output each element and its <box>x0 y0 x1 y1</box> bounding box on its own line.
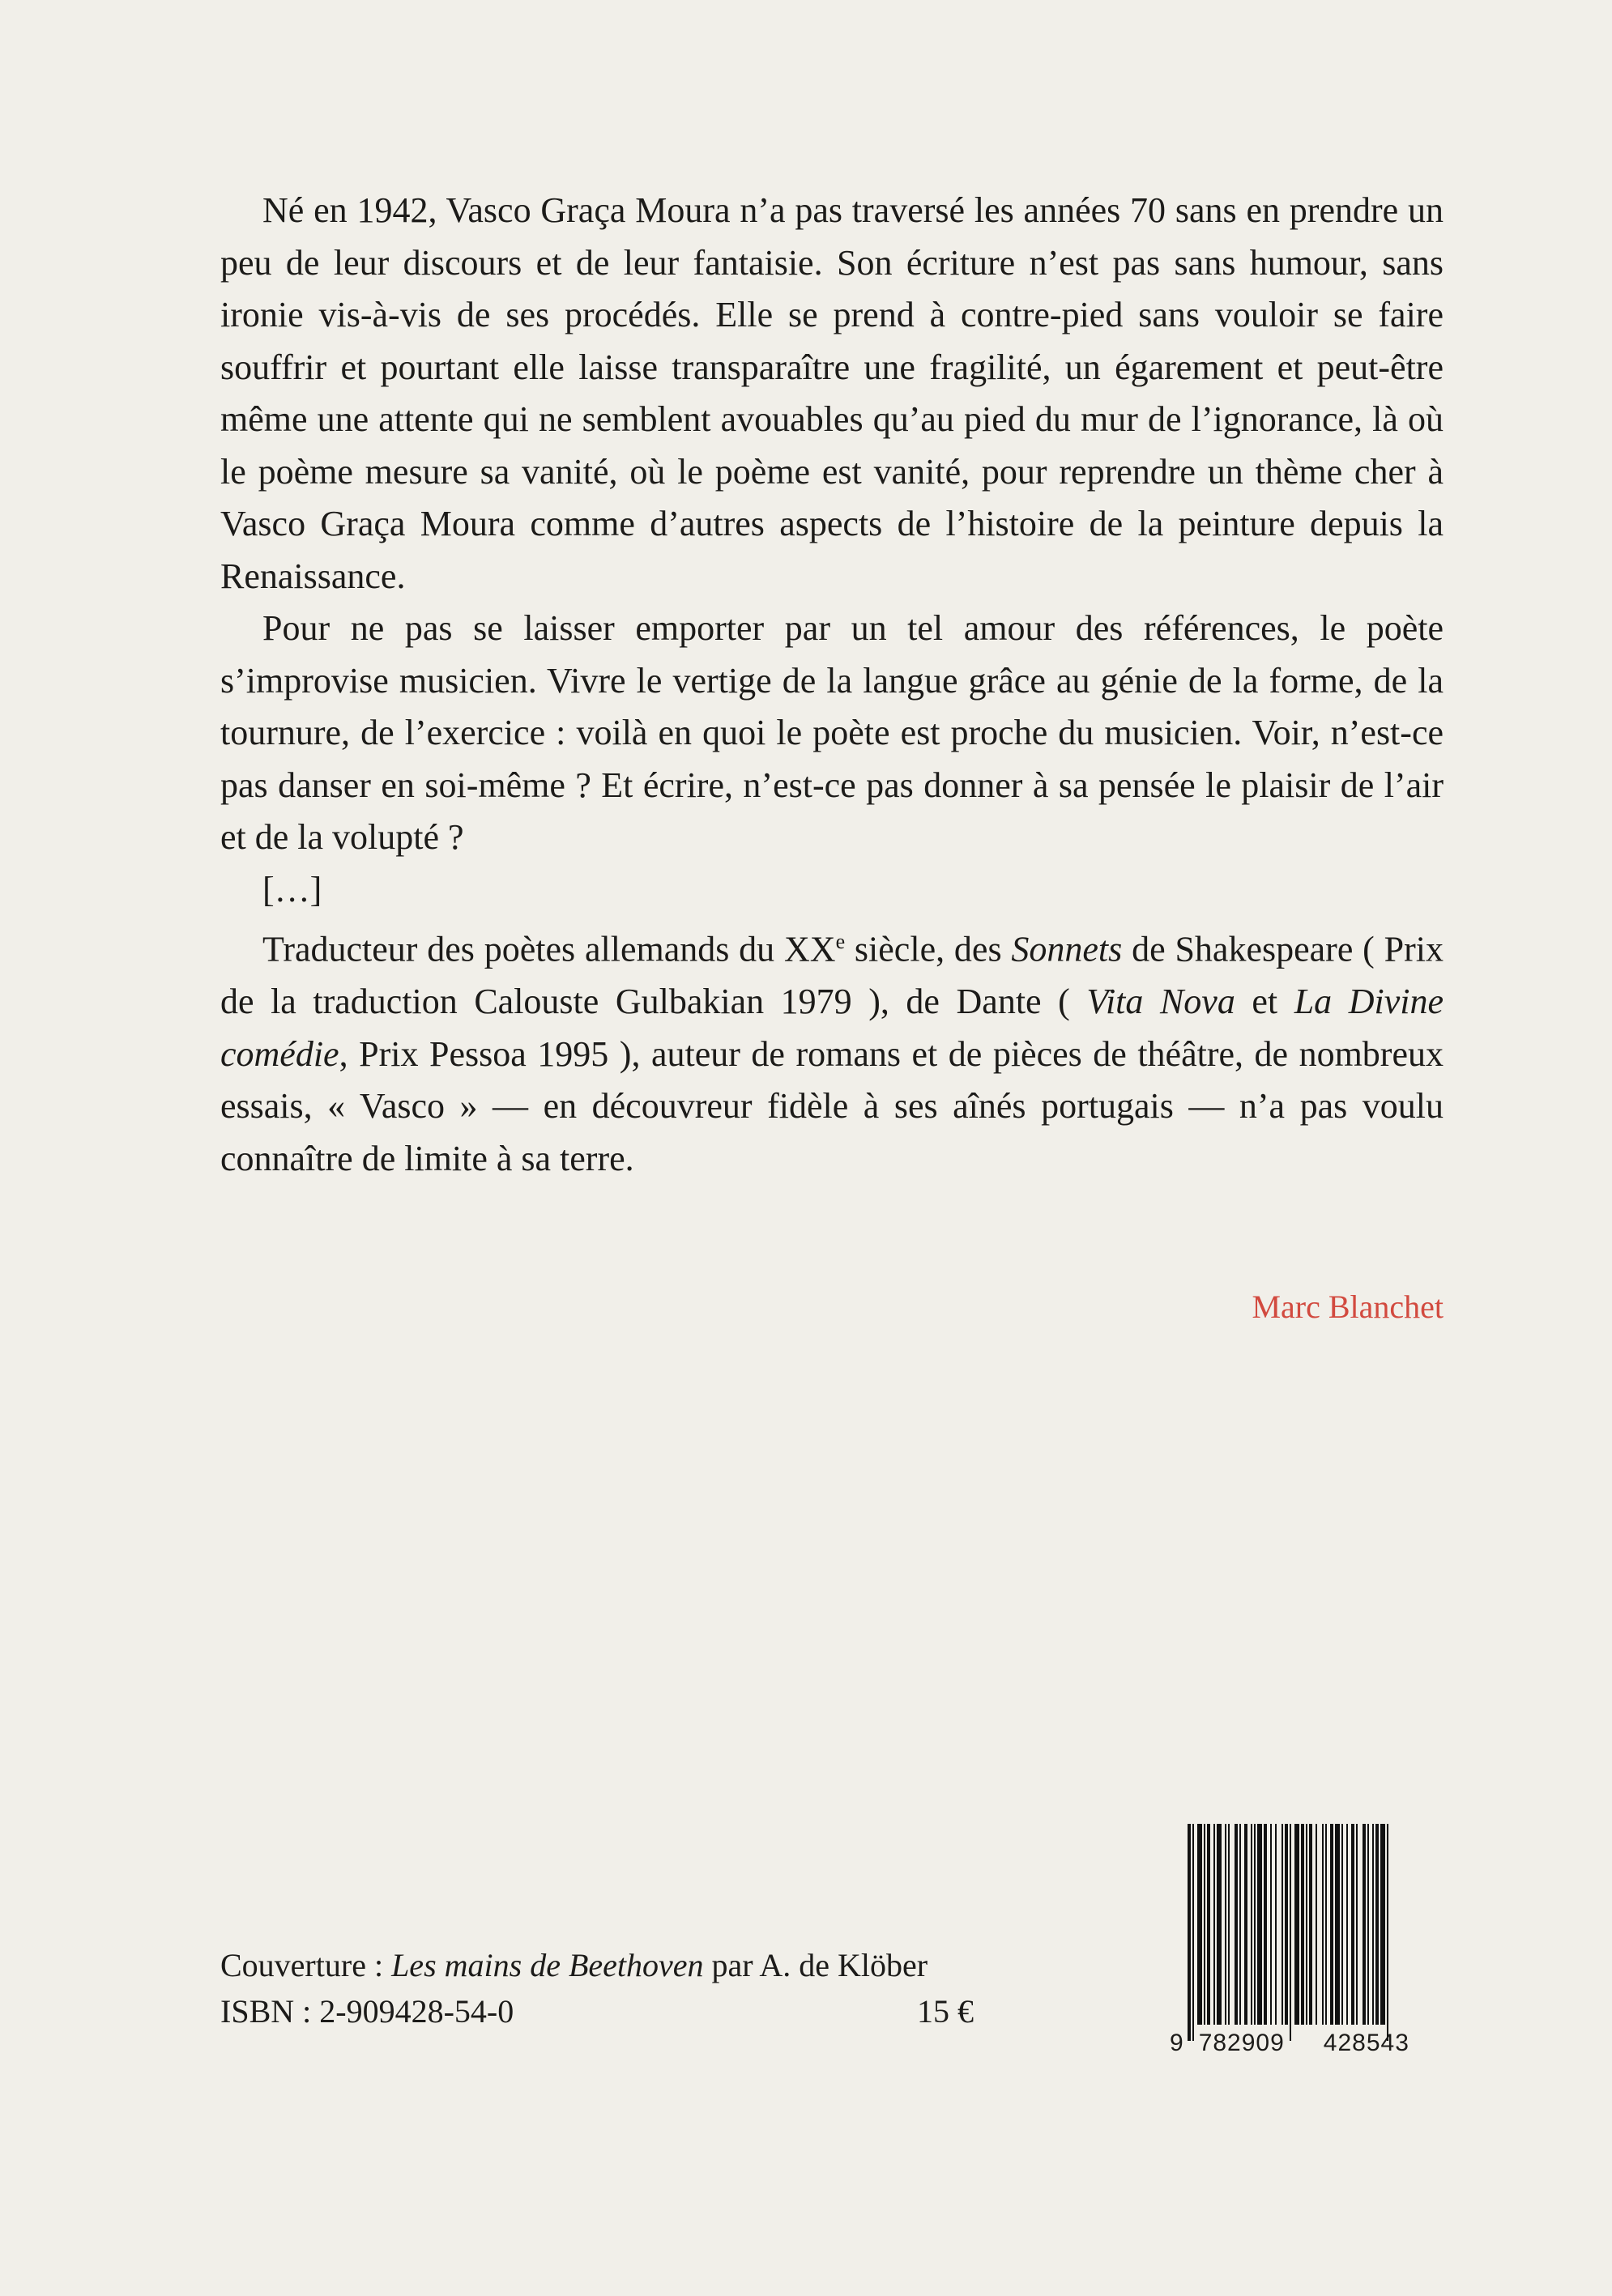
barcode-bar <box>1225 1824 1226 2025</box>
barcode-bar <box>1207 1824 1210 2025</box>
barcode-bar <box>1306 1824 1307 2025</box>
isbn: ISBN : 2-909428-54-0 <box>220 1993 514 2030</box>
cover-credit-suffix: par A. de Klöber <box>703 1947 928 1983</box>
barcode-bar <box>1316 1824 1317 2025</box>
barcode-bar <box>1188 1824 1191 2041</box>
title-sonnets: Sonnets <box>1011 929 1123 969</box>
barcode-bar <box>1235 1824 1238 2025</box>
barcode-bar <box>1380 1824 1385 2025</box>
barcode-bar <box>1325 1824 1327 2025</box>
barcode-bar <box>1356 1824 1358 2025</box>
barcode-bar <box>1264 1824 1267 2025</box>
paragraph-4 <box>220 916 1444 1185</box>
barcode-bar <box>1257 1824 1262 2025</box>
cover-artwork-title: Les mains de Beethoven <box>391 1947 704 1983</box>
barcode-bar <box>1197 1824 1202 2025</box>
century-superscript: e <box>835 930 846 953</box>
barcode-bar <box>1346 1824 1348 2025</box>
barcode-bar <box>1244 1824 1247 2025</box>
barcode-bar <box>1301 1824 1304 2025</box>
barcode-bar <box>1228 1824 1230 2025</box>
paragraph-2: Pour ne pas se laisser emporter par un tel amour des références, le poète s’improvise musicien. Vivre le vertige de la langue grâce au génie de la forme, de la tournure, de l’exercice : voilà en quoi le poète est proche du musicien. Voir, n’est-ce pas danser en soi-même ? Et écrire, n’est-ce pas donner à sa pensée le plaisir de l’air et de la volupté ? <box>220 608 1444 857</box>
cover-credit-prefix: Couverture : <box>220 1947 392 1983</box>
barcode-bar <box>1309 1824 1312 2025</box>
barcode-bar <box>1330 1824 1333 2025</box>
barcode-bar <box>1270 1824 1272 2025</box>
p4-text-a: Traducteur des poètes allemands du XX <box>262 929 836 969</box>
barcode-bar <box>1217 1824 1222 2025</box>
author-signature: Marc Blanchet <box>1252 1289 1444 1325</box>
barcode-bar <box>1372 1824 1374 2025</box>
p4-text-f: et <box>1235 982 1294 1022</box>
title-vita-nova: Vita Nova <box>1086 982 1235 1022</box>
barcode-bar <box>1322 1824 1324 2025</box>
body-text <box>220 185 1444 1185</box>
paragraph-ellipsis: […] <box>262 869 322 909</box>
p4-text-h: , Prix Pessoa 1995 ), auteur de romans et de pièces de théâtre, de nombreux essais, « Vasco » — en découvreur fidèle à ses aînés portugais — n’a pas voulu connaître de limite à sa terre. <box>220 1033 1444 1178</box>
barcode-bar <box>1367 1824 1369 2025</box>
isbn-price-row <box>220 1988 974 2034</box>
barcode-bar <box>1285 1824 1288 2025</box>
barcode-bar <box>1239 1824 1241 2025</box>
barcode <box>1184 1824 1442 2041</box>
barcode-bar <box>1363 1824 1366 2025</box>
barcode-digits-right: 428543 <box>1323 2030 1409 2056</box>
barcode-bar <box>1341 1824 1343 2025</box>
barcode-bar <box>1290 1824 1291 2041</box>
p4-text-d: de Shakespeare ( Prix de la traduction Calouste Gulbakian 1979 ), de Dante ( <box>220 929 1444 1022</box>
barcode-bar <box>1375 1824 1379 2025</box>
barcode-digits <box>1170 2030 1445 2057</box>
barcode-digit-first: 9 <box>1170 2030 1184 2056</box>
barcode-bar <box>1387 1824 1388 2041</box>
cover-credit <box>220 1942 974 1988</box>
barcode-bar <box>1275 1824 1277 2025</box>
barcode-bar <box>1254 1824 1256 2025</box>
title-divine-comedie: La Divine comédie <box>220 982 1444 1074</box>
price: 15 € <box>917 1993 974 2030</box>
paragraph-1: Né en 1942, Vasco Graça Moura n’a pas traversé les années 70 sans en prendre un peu de leur discours et de leur fantaisie. Son écriture n’est pas sans humour, sans ironie vis-à-vis de ses procédés. Elle se prend à contre-pied sans vouloir se faire souffrir et pourtant elle laisse transparaître une fragilité, un égarement et peut-être même une attente qui ne semblent avouables qu’au pied du mur de l’ignorance, là où le poème mesure sa vanité, où le poème est vanité, pour reprendre un thème cher à Vasco Graça Moura comme d’autres aspects de l’histoire de la peinture depuis la Renaissance. <box>220 190 1444 596</box>
barcode-bar <box>1281 1824 1283 2025</box>
barcode-bar <box>1251 1824 1252 2025</box>
barcode-bar <box>1294 1824 1299 2025</box>
barcode-bar <box>1335 1824 1340 2025</box>
barcode-bar <box>1213 1824 1215 2025</box>
barcode-bar <box>1192 1824 1194 2041</box>
credits <box>220 1942 974 2034</box>
barcode-digits-left: 782909 <box>1198 2030 1285 2056</box>
barcode-bar <box>1204 1824 1205 2025</box>
barcode-bar <box>1351 1824 1354 2025</box>
p4-text-b: siècle, des <box>845 929 1012 969</box>
